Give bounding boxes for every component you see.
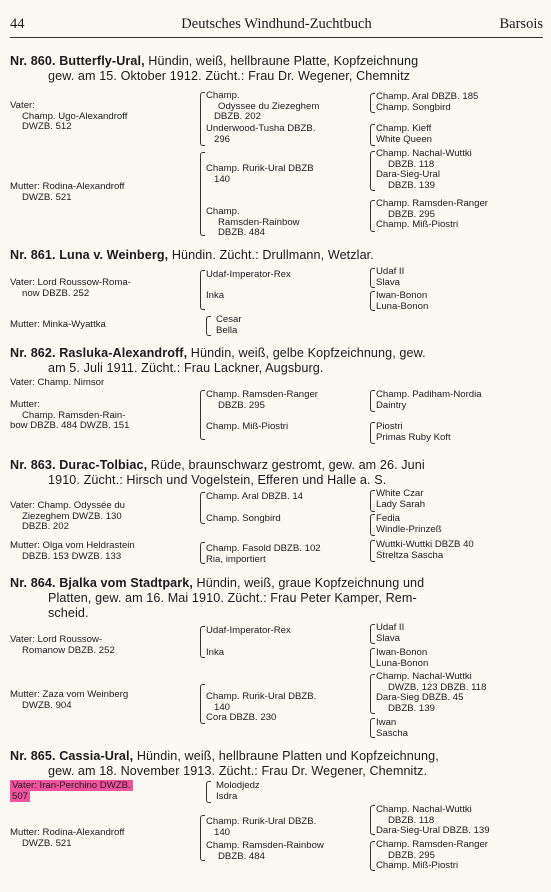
- page-header: [10, 16, 543, 34]
- brace: [206, 781, 211, 803]
- brace: [200, 542, 205, 564]
- brace: [200, 92, 205, 146]
- ggparents-1: Champ. Padiham-Nordia Daintry: [376, 389, 482, 411]
- section-title: Barsois: [499, 16, 543, 32]
- brace: [200, 815, 205, 861]
- brace: [370, 291, 375, 311]
- sire: Vater: Lord Roussow- Romanow DBZB. 252: [10, 634, 115, 656]
- entry-title: Nr. 861. Luna v. Weinberg, Hündin. Zücht.: Drullmann, Wetzlar.: [10, 248, 374, 262]
- ggparents-4: Iwan Sascha: [376, 717, 408, 739]
- entry-title: Nr. 862. Rasluka-Alexandroff, Hündin, weiß, gelbe Kopfzeichnung, gew. am 5. Juli 1911. Zücht.: Frau Lackner, Augsburg.: [10, 346, 426, 375]
- highlighted-sire: Vater: Iran-Perchino DWZB.: [12, 780, 131, 791]
- brace: [370, 805, 375, 835]
- grandsire-2: Champ. Rurik-Ural DBZB. 140: [206, 691, 317, 713]
- dam: Mutter: Rodina-Alexandroff DWZB. 521: [10, 181, 125, 203]
- ggparents-3: Wuttki-Wuttki DBZB 40 Streltza Sascha: [376, 539, 474, 561]
- sire-parents: Molodjedz Isdra: [216, 780, 260, 802]
- dam: Mutter: Olga vom Heldrastein DBZB. 153 DWZB. 133: [10, 540, 135, 562]
- ggparents-2: Piostri Primas Ruby Koft: [376, 421, 451, 443]
- brace: [200, 684, 205, 724]
- entry-860: [10, 54, 543, 239]
- brace: [370, 648, 375, 668]
- brace: [200, 390, 205, 440]
- ggparents-1: Udaf II Slava: [376, 266, 405, 288]
- dam: Mutter: Zaza vom Weinberg DWZB. 904: [10, 689, 129, 711]
- ggparents-3: Champ. Nachal-Wuttki DWZB. 123 DBZB. 118 Dara-Sieg DBZB. 45 DBZB. 139: [376, 671, 487, 714]
- entry-title: Nr. 860. Butterfly-Ural, Hündin, weiß, hellbraune Platte, Kopfzeichnung gew. am 15. Oktober 1912. Zücht.: Frau Dr. Wegener, Chemnitz: [10, 54, 419, 83]
- entry-862: [10, 346, 543, 443]
- grandsire-1: Udaf-Imperator-Rex: [206, 625, 291, 636]
- grandsire: Udaf-Imperator-Rex: [206, 269, 291, 280]
- brace: [370, 674, 375, 714]
- entry-title: Nr. 865. Cassia-Ural, Hündin, weiß, hellbraune Platten und Kopfzeichnung, gew. am 18. November 1913. Zücht.: Frau Dr. Wegener, Chemnitz.: [10, 749, 439, 778]
- ggparents-3: Champ. Nachal-Wuttki DBZB. 118 Dara-Sieg-Ural DBZB. 139: [376, 148, 472, 191]
- sire: Vater: Champ. Ugo-Alexandroff DWZB. 512: [10, 100, 128, 133]
- brace: [370, 151, 375, 191]
- brace: [370, 422, 375, 444]
- granddam: Champ. Ramsden-Rainbow DBZB. 484: [206, 840, 324, 862]
- brace: [370, 540, 375, 562]
- ggparents-2: Iwan-Bonon Luna-Bonon: [376, 647, 429, 669]
- ggparents-1: Champ. Aral DBZB. 185 Champ. Songbird: [376, 91, 479, 113]
- brace: [200, 152, 205, 236]
- granddam-1: Inka: [206, 647, 225, 658]
- brace: [200, 270, 205, 310]
- grandsire: Champ. Ramsden-Ranger DBZB. 295: [206, 389, 318, 411]
- brace: [370, 200, 375, 232]
- grandsire-2: Champ. Rurik-Ural DBZB 140: [206, 163, 314, 185]
- brace: [206, 316, 211, 336]
- granddam-2: Cora DBZB. 230: [206, 712, 277, 723]
- ggparents-1: White Czar Lady Sarah: [376, 488, 426, 510]
- book-title: Deutsches Windhund-Zuchtbuch: [181, 16, 372, 32]
- dam: Mutter: Minka-Wyattka: [10, 319, 106, 330]
- ggparents-2: Fedia Windle-Prinzeß: [376, 513, 442, 535]
- ggparents-2: Champ. Kieff White Queen: [376, 123, 432, 145]
- dam: Mutter: Rodina-Alexandroff DWZB. 521: [10, 827, 125, 849]
- header-rule: [10, 37, 543, 38]
- brace: [370, 268, 375, 288]
- brace: [370, 514, 375, 536]
- brace: [370, 124, 375, 146]
- entry-861: [10, 248, 543, 336]
- grandsire-1: Champ. Odyssee du Ziezeghem DBZB. 202: [206, 90, 320, 123]
- granddam: Inka: [206, 290, 225, 301]
- ggparents-2: Champ. Ramsden-Ranger DBZB. 295 Champ. Miß-Piostri: [376, 839, 488, 872]
- ggparents-2: Iwan-Bonon Luna-Bonon: [376, 290, 429, 312]
- page-number: 44: [10, 16, 25, 32]
- entry-title: Nr. 863. Durac-Tolbiac, Rüde, braunschwarz gestromt, gew. am 26. Juni 1910. Zücht.: Hirsch und Vogelstein, Efferen und Halle a. S.: [10, 458, 425, 487]
- granddam-2: Ria, importiert: [206, 554, 266, 565]
- sire: Vater: Iran-Perchino DWZB. 507: [12, 780, 131, 802]
- brace: [370, 93, 375, 113]
- entry-864: [10, 576, 543, 739]
- ggparents-1: Udaf II Slava: [376, 622, 405, 644]
- granddam-1: Champ. Songbird: [206, 513, 281, 524]
- entry-865: [10, 749, 543, 872]
- brace: [370, 390, 375, 412]
- granddam-2: Champ. Ramsden-Rainbow DBZB. 484: [206, 206, 300, 239]
- granddam: Champ. Miß-Piostri: [206, 421, 289, 432]
- sire: Vater: Champ. Nimsor: [10, 377, 105, 388]
- brace: [200, 626, 205, 658]
- sire: Vater: Lord Roussow-Roma- now DBZB. 252: [10, 277, 131, 299]
- grandsire: Champ. Rurik-Ural DBZB. 140: [206, 816, 317, 838]
- ggparents-1: Champ. Nachal-Wuttki DBZB. 118 Dara-Sieg-Ural DBZB. 139: [376, 804, 490, 837]
- brace: [200, 492, 205, 524]
- grandsire-1: Champ. Aral DBZB. 14: [206, 491, 304, 502]
- brace: [370, 490, 375, 512]
- brace: [370, 718, 375, 738]
- ggparents-4: Champ. Ramsden-Ranger DBZB. 295 Champ. Miß-Piostri: [376, 198, 488, 231]
- dam: Mutter: Champ. Ramsden-Rain- bow DBZB. 484 DWZB. 151: [10, 399, 130, 432]
- granddam-1: Underwood-Tusha DBZB. 296: [206, 123, 316, 145]
- entry-title: Nr. 864. Bjalka vom Stadtpark, Hündin, weiß, graue Kopfzeichnung und Platten, gew. am 16. Mai 1910. Zücht.: Frau Peter Kamper, Rem- scheid.: [10, 576, 425, 620]
- brace: [370, 841, 375, 871]
- brace: [370, 624, 375, 644]
- sire: Vater: Champ. Odyssée du Ziezeghem DWZB. 130 DBZB. 202: [10, 500, 126, 533]
- dam-parents: Cesar Bella: [216, 314, 242, 336]
- grandsire-2: Champ. Fasold DBZB. 102: [206, 543, 321, 554]
- entry-863: [10, 458, 543, 565]
